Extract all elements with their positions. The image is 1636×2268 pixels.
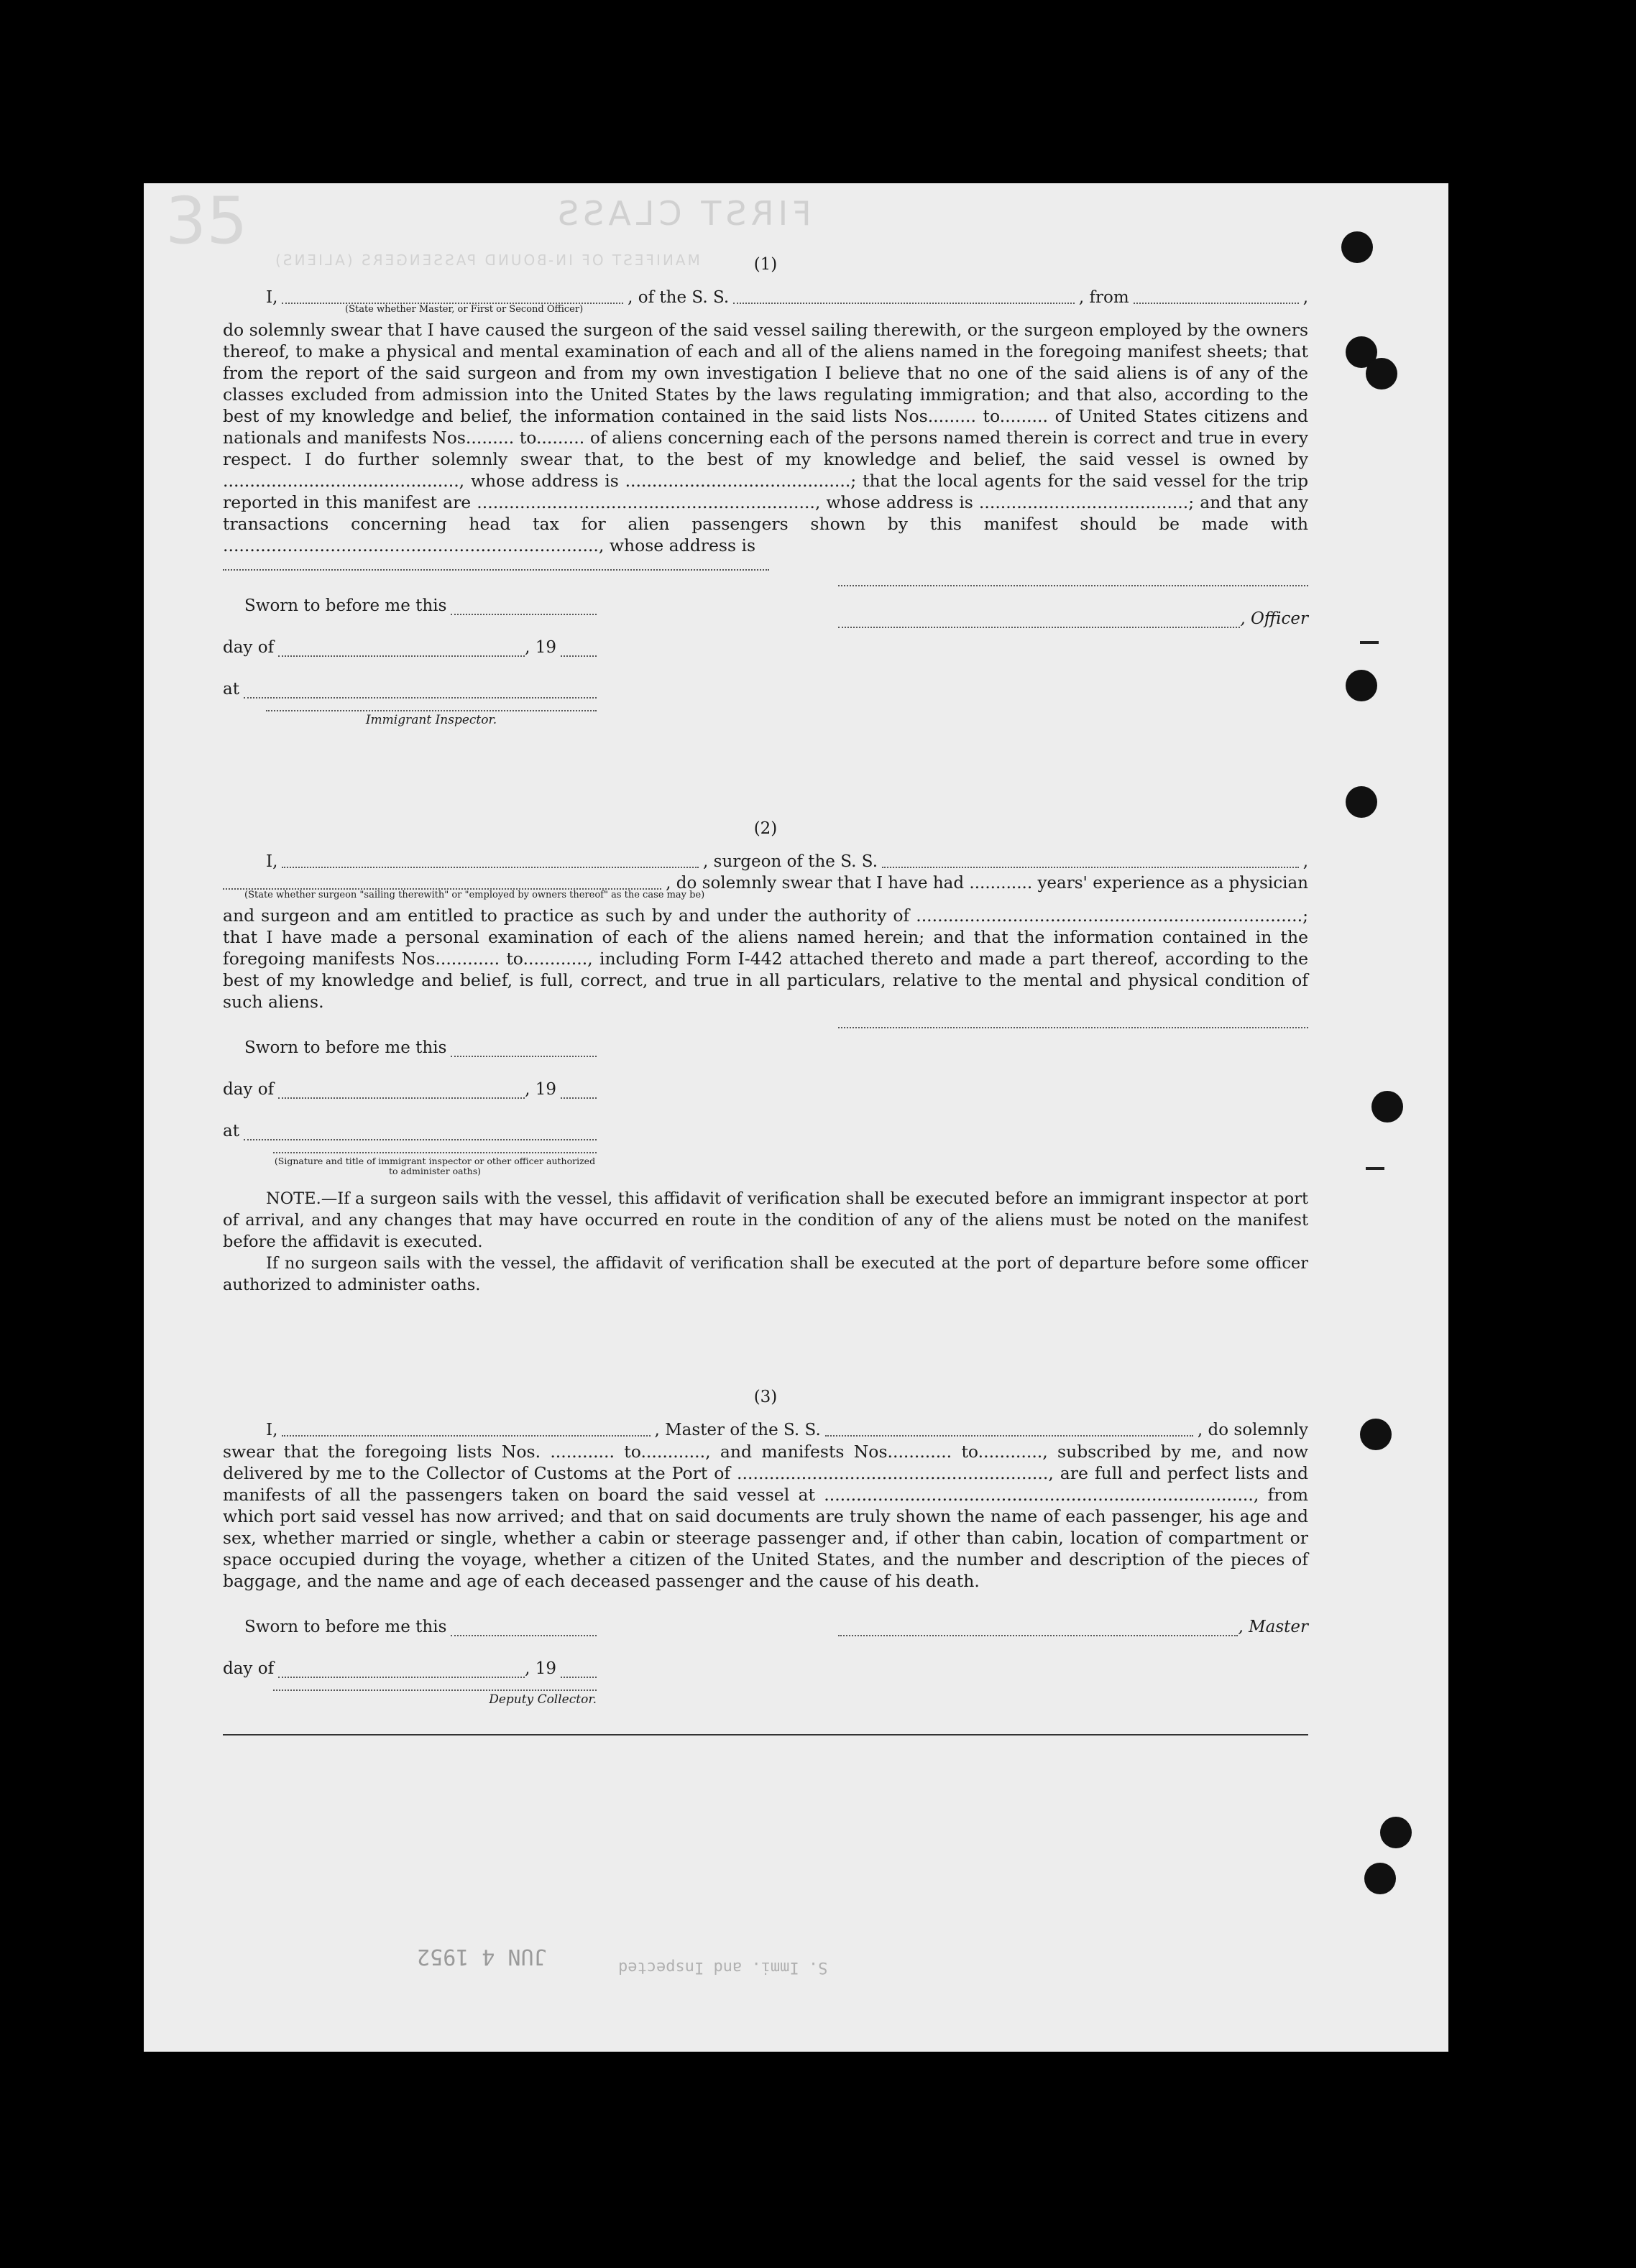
i-label: I, xyxy=(266,288,278,307)
surgeon-signature-field[interactable] xyxy=(838,1027,1308,1028)
ship-label: , of the S. S. xyxy=(628,288,730,307)
i-label: I, xyxy=(266,852,278,871)
sworn-row xyxy=(223,1027,597,1069)
punch-hole xyxy=(1346,670,1377,701)
solemnly-label: , do solemnly xyxy=(1197,1421,1308,1439)
sworn-day-field[interactable] xyxy=(451,1027,597,1057)
section-1-signature-block xyxy=(223,585,1308,727)
sworn-row xyxy=(223,585,597,627)
year-field[interactable] xyxy=(561,1069,597,1099)
section-2-first-line: I, , surgeon of the S. S. , xyxy=(266,852,1308,871)
section-3-signature-block xyxy=(223,1606,1308,1707)
officer-signature-block xyxy=(834,585,1308,727)
inspector-caption: Immigrant Inspector. xyxy=(365,713,497,727)
section-1-number: (1) xyxy=(753,255,778,274)
section-2-number: (2) xyxy=(753,819,778,838)
punch-hole xyxy=(1366,358,1397,389)
collector-signature-field[interactable] xyxy=(273,1690,597,1691)
section-1-officer-affidavit xyxy=(223,255,1308,727)
i-label: I, xyxy=(266,1421,278,1439)
section-3-affidavit-text: swear that the foregoing lists Nos. ............ to............, and manifests Nos............ to............, subscribed by me, and now delivered by me to the Collector of Customs at the Port of .........................................................., are full and perfect lists and manifests of all the passengers taken on board the said vessel at ................................................................................, from which port said vessel has now arrived; and that on said documents are truly shown the name of each passenger, his age and sex, whether married or single, whether a cabin or steerage passenger and, if other than cabin, location of compartment or space occupied during the voyage, whether a citizen of the United States, and the number and description of the pieces of baggage, and the name and age of each deceased passenger and the cause of his death. xyxy=(223,1442,1308,1591)
bleed-through-subtitle: MANIFEST OF IN-BOUND PASSENGERS (ALIENS) xyxy=(273,252,700,269)
section-3-first-line xyxy=(223,1419,1308,1441)
officer-signature-row xyxy=(834,598,1308,640)
punch-hole xyxy=(1341,231,1373,263)
inspector-signature-field[interactable] xyxy=(266,710,597,711)
officer-signature-top-field[interactable] xyxy=(838,585,1308,586)
section-2-signature-block xyxy=(223,1027,1308,1176)
year-field[interactable] xyxy=(561,1648,597,1678)
place-field[interactable] xyxy=(244,668,597,699)
sworn-label: Sworn to before me this xyxy=(244,1618,447,1636)
faint-stamp-number: 35 xyxy=(165,183,248,259)
section-2-sworn-block xyxy=(223,1027,597,1176)
surgeon-signature-block xyxy=(834,1027,1308,1176)
surgeon-name-field[interactable] xyxy=(282,851,699,868)
sworn-label: Sworn to before me this xyxy=(244,1038,447,1057)
day-of-label: day of xyxy=(223,1080,275,1099)
month-field[interactable] xyxy=(278,1648,525,1678)
surgeon-note: NOTE.—If a surgeon sails with the vessel, this affidavit of verification shall be executed before an immigrant inspector at port of arrival, and any changes that may have occurred en route in the condition of any of the aliens must be noted on the manifest before the affidavit is executed. xyxy=(223,1189,1308,1251)
year-label: , 19 xyxy=(525,1080,556,1099)
authorized-signature-caption: (Signature and title of immigrant inspector or other officer authorized to administer oaths) xyxy=(274,1156,596,1176)
bleed-through-inspected-stamp: S. Immi. and Inspected xyxy=(618,1958,828,1976)
year-field[interactable] xyxy=(561,627,597,657)
punch-hole xyxy=(1346,786,1377,818)
bleed-through-title: FIRST CLASS xyxy=(553,194,812,233)
section-2-affidavit-text: and surgeon and am entitled to practice as such by and under the authority of ........................................................................; that I have made a personal examination of each of the aliens named herein; and that the information contained in the foregoing manifests Nos............ to............, including Form I-442 attached thereto and made a part thereof, according to the best of my knowledge and belief, is full, correct, and true in all particulars, relative to the mental and physical condition of such aliens. xyxy=(223,905,1308,1012)
master-ship-label: , Master of the S. S. xyxy=(654,1421,821,1439)
day-of-label: day of xyxy=(223,1659,275,1678)
sworn-day-field[interactable] xyxy=(451,1606,597,1636)
at-label: at xyxy=(223,1122,239,1140)
at-row xyxy=(223,668,597,710)
sworn-day-field[interactable] xyxy=(451,585,597,615)
section-1-sworn-block xyxy=(223,585,597,727)
section-3-sworn-block xyxy=(223,1606,597,1707)
year-label: , 19 xyxy=(525,1659,556,1678)
punch-hole xyxy=(1371,1091,1403,1123)
day-of-row xyxy=(223,1648,597,1690)
master-signature-field[interactable] xyxy=(838,1606,1238,1636)
section-1-affidavit-text: do solemnly swear that I have caused the surgeon of the said vessel sailing therewith, or the surgeon employed by the owners thereof, to make a physical and mental examination of each and all of the aliens named in the foregoing manifest sheets; that from the report of the said surgeon and from my own investigation I believe that no one of the said aliens is of any of the classes excluded from admission into the United States by the laws regulating immigration; and that also, according to the best of my knowledge and belief, the information contained in the said lists Nos......... to......... of United States citizens and nationals and manifests Nos......... to......... of aliens concerning each of the persons named therein is correct and true in every respect. I do further solemnly swear that, to the best of my knowledge and belief, the said vessel is owned by ............................................, whose address is ..........................................; that the local agents for the said vessel for the trip reported in this manifest are ..............................................................., whose address is .......................................; and that any transactions concerning head tax for alien passengers shown by this manifest should be made with ......................................................................, whose address is xyxy=(223,320,1308,556)
margin-tick xyxy=(1360,641,1379,644)
bleed-through-date-stamp: JUN 4 1952 xyxy=(417,1944,547,1969)
master-signature-block xyxy=(834,1606,1308,1707)
section-2-surgeon-affidavit xyxy=(223,819,1308,1296)
punch-hole xyxy=(1380,1817,1412,1848)
punch-hole xyxy=(1364,1863,1396,1894)
sworn-label: Sworn to before me this xyxy=(244,596,447,615)
authorized-signature-field[interactable] xyxy=(273,1152,597,1153)
surgeon-status-caption: (State whether surgeon "sailing therewith" or "employed by owners thereof" as the case may be) xyxy=(244,890,705,900)
officer-name-field[interactable] xyxy=(282,287,623,304)
place-field[interactable] xyxy=(244,1110,597,1140)
punch-hole xyxy=(1360,1419,1392,1450)
margin-tick xyxy=(1366,1167,1384,1170)
ship-name-field[interactable] xyxy=(733,287,1075,304)
officer-blank-row xyxy=(834,585,1308,598)
sworn-row xyxy=(223,1606,597,1648)
form-page xyxy=(144,183,1448,2052)
month-field[interactable] xyxy=(278,1069,525,1099)
collector-caption: Deputy Collector. xyxy=(489,1692,597,1707)
at-label: at xyxy=(223,680,239,699)
form-content xyxy=(223,255,1308,1735)
bottom-rule xyxy=(223,1734,1308,1735)
surgeon-signature-row xyxy=(834,1027,1308,1040)
surgeon-ship-label: , surgeon of the S. S. xyxy=(703,852,878,871)
master-label: , Master xyxy=(1238,1618,1308,1636)
day-of-label: day of xyxy=(223,638,275,657)
from-label: , from xyxy=(1078,288,1129,307)
section-3-number: (3) xyxy=(753,1388,778,1406)
extra-address-line[interactable] xyxy=(223,569,769,571)
surgeon-ship-field[interactable] xyxy=(882,851,1299,868)
master-signature-row xyxy=(834,1606,1308,1648)
officer-signature-field[interactable] xyxy=(838,598,1240,628)
experience-label: , do solemnly swear that I have had ............ years' experience as a physician xyxy=(666,874,1308,893)
officer-rank-caption: (State whether Master, or First or Second Officer) xyxy=(345,304,584,315)
master-ship-field[interactable] xyxy=(825,1419,1193,1437)
surgeon-note-continued: If no surgeon sails with the vessel, the affidavit of verification shall be executed at the port of departure before some officer authorized to administer oaths. xyxy=(223,1254,1308,1294)
day-of-row xyxy=(223,1069,597,1110)
at-row xyxy=(223,1110,597,1152)
day-of-row xyxy=(223,627,597,668)
month-field[interactable] xyxy=(278,627,525,657)
from-port-field[interactable] xyxy=(1134,287,1299,304)
year-label: , 19 xyxy=(525,638,556,657)
section-1-first-line: I, , of the S. S. , from , xyxy=(266,288,1308,307)
section-3-master-affidavit xyxy=(223,1388,1308,1735)
surgeon-status-field[interactable] xyxy=(223,872,661,890)
officer-label: , Officer xyxy=(1240,609,1308,628)
master-name-field[interactable] xyxy=(282,1419,650,1437)
